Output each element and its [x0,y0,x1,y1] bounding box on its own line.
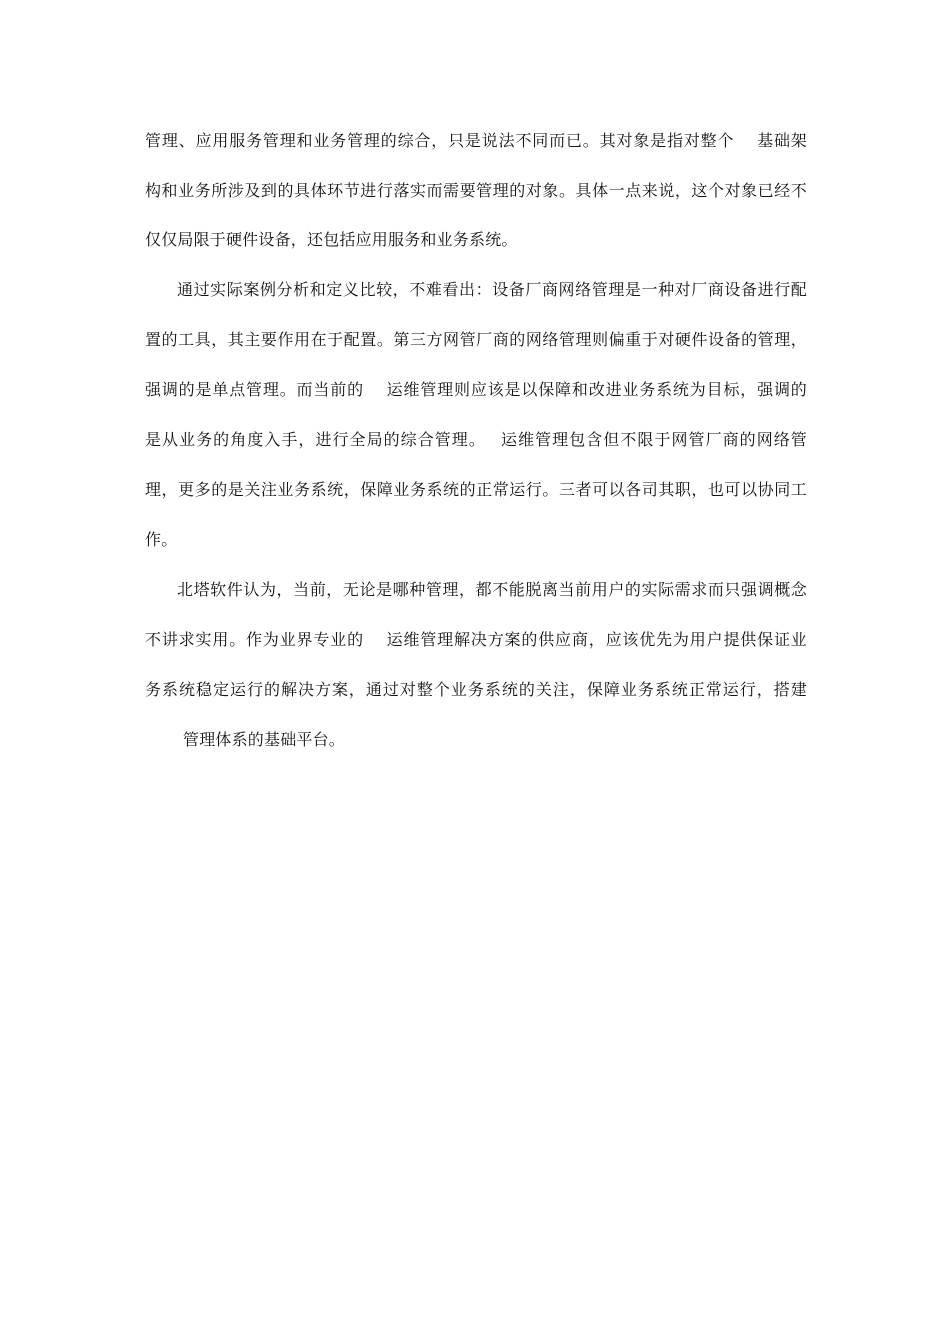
paragraph-3-line-3: 务系统稳定运行的解决方案，通过对整个业务系统的关注，保障业务系统正常运行，搭建 [145,680,807,699]
paragraph-1-line-2: 构和业务所涉及到的具体环节进行落实而需要管理的对象。具体一点来说，这个对象已经不 [145,181,807,200]
paragraph-1-line-3: 仅仅局限于硬件设备，还包括应用服务和业务系统。 [145,230,518,249]
paragraph-2-line-4: 是从业务的角度入手，进行全局的综合管理。 运维管理包含但不限于网管厂商的网络管 [145,430,807,449]
paragraph-2-line-6: 作。 [145,530,178,549]
paragraph-2-line-3: 强调的是单点管理。而当前的 运维管理则应该是以保障和改进业务系统为目标，强调的 [145,380,807,399]
paragraph-2-line-5: 理，更多的是关注业务系统，保障业务系统的正常运行。三者可以各司其职，也可以协同工 [145,480,807,499]
paragraph-1-line-1: 管理、应用服务管理和业务管理的综合，只是说法不同而已。其对象是指对整个 基础架 [145,131,807,150]
paragraph-2-line-1: 通过实际案例分析和定义比较，不难看出：设备厂商网络管理是一种对厂商设备进行配 [177,280,807,299]
paragraph-3-line-4: 管理体系的基础平台。 [183,730,346,749]
paragraph-2-line-2: 置的工具，其主要作用在于配置。第三方网管厂商的网络管理则偏重于对硬件设备的管理， [145,330,807,349]
paragraph-3-line-1: 北塔软件认为，当前，无论是哪种管理，都不能脱离当前用户的实际需求而只强调概念 [177,580,807,599]
paragraph-3-line-2: 不讲求实用。作为业界专业的 运维管理解决方案的供应商，应该优先为用户提供保证业 [145,630,807,649]
